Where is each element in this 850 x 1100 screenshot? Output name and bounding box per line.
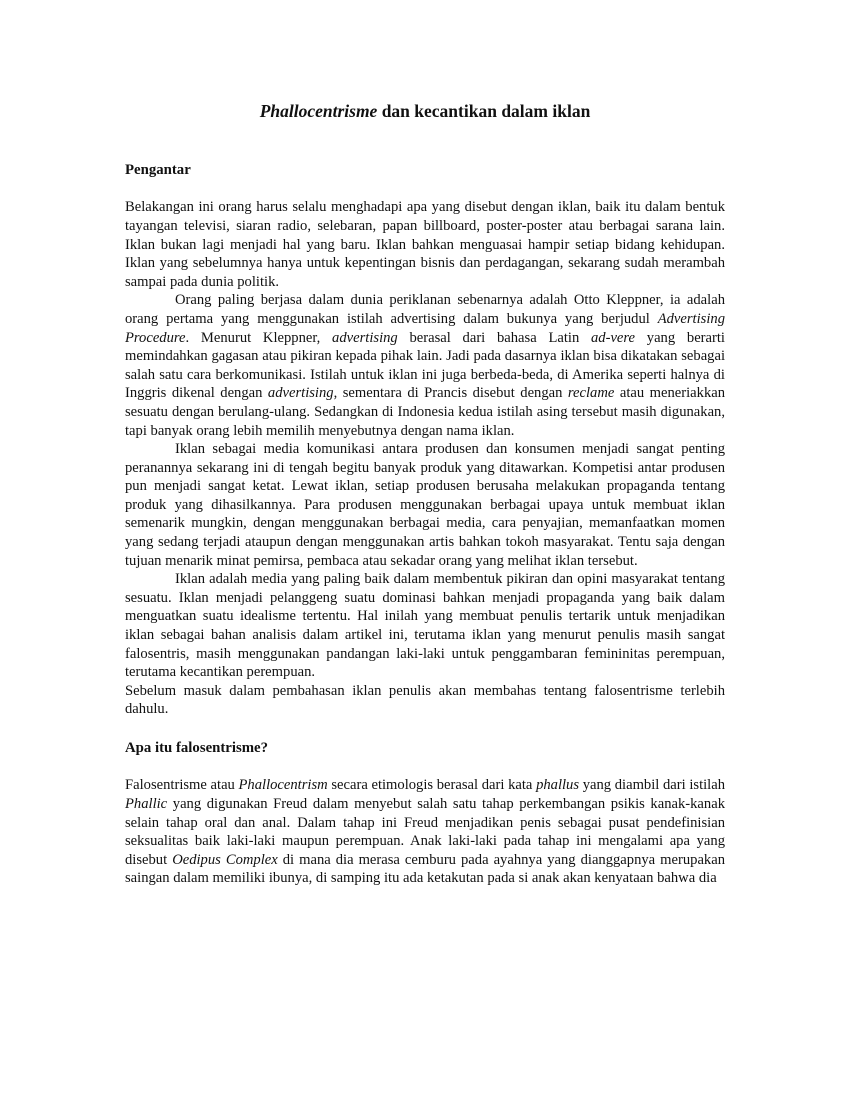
italic-text: phallus [536,777,580,794]
paragraph [125,291,725,440]
italic-text: Advertising Procedure [125,310,725,346]
italic-text: Oedipus Complex [172,851,278,868]
italic-text: Phallocentrism [238,777,328,794]
paragraph [125,682,725,719]
text-run: Falosentrisme atau [125,777,239,794]
italic-text: advertising [267,385,334,402]
text-run: yang diambil dari istilah [579,777,726,794]
text-run: . Menurut Kleppner, [185,329,333,346]
section-heading-pengantar: Pengantar [125,162,191,178]
paragraph [125,198,725,291]
text-run: Iklan sebagai media komunikasi antara produsen dan konsumen menjadi sangat penting peranannya sekarang ini di tengah begitu banyak produk yang ditawarkan. Kompetisi antar produsen pun menjadi sangat ketat. Lewat iklan, setiap produsen berusaha melakukan propaganda tentang produk yang dihasilkannya. Para produsen menggunakan berbagai upaya untuk membuat iklan semenarik mungkin, dengan menggunakan berbagai media, cara penyajian, memanfaatkan momen yang sedang terjadi ataupun dengan menggunakan artis bahkan tokoh masyarakat. Tentu saja dengan tujuan menarik minat pemirsa, pembaca atau sekadar orang yang melihat iklan tersebut. [125,441,725,569]
italic-text: Phallic [125,796,168,812]
document-title [0,100,850,122]
text-run: berasal dari bahasa Latin [397,329,591,346]
text-run: Orang paling berjasa dalam dunia periklanan sebenarnya adalah Otto Kleppner, ia adalah orang pertama yang menggunakan istilah advertising dalam bukunya yang berjudul [125,292,725,327]
section-heading-falosentrisme: Apa itu falosentrisme? [125,740,269,757]
paragraph [125,440,725,570]
text-run: di mana dia merasa cemburu pada ayahnya yang dianggapnya merupakan saingan dalam memiliki ibunya, di samping itu ada ketakutan pada si anak akan kenyataan bahwa dia [125,851,725,887]
document-body [125,161,725,888]
italic-text: advertising [332,329,398,346]
text-run: atau meneriakkan sesuatu dengan berulang-ulang. Sedangkan di Indonesia kedua istilah asing tersebut masih digunakan, tapi banyak orang lebih memilih menyebutnya dengan nama iklan. [125,385,726,439]
text-run: yang digunakan Freud dalam menyebut salah satu tahap perkembangan psikis kanak-kanak selain tahap oral dan anal. Dalam tahap ini Freud menjadikan penis sebagai pusat pendefinisian seksualitas baik laki-laki maupun perempuan. Anak laki-laki pada tahap ini mengalami apa yang disebut [125,796,725,868]
text-run: , sementara di Prancis disebut dengan [333,385,568,402]
italic-text: ad-vere [591,329,636,346]
text-run: yang berarti memindahkan gagasan atau pikiran kepada pihak lain. Jadi pada dasarnya iklan bisa dikatakan sebagai salah satu cara berkomunikasi. Istilah untuk iklan ini juga berbeda-beda, di Amerika seperti halnya di Inggris dikenal dengan [125,329,725,402]
title-rest: dan kecantikan dalam iklan [377,101,591,121]
italic-text: reclame [567,385,615,402]
text-run: Iklan adalah media yang paling baik dalam membentuk pikiran dan opini masyarakat tentang sesuatu. Iklan menjadi pelanggeng suatu dominasi bahkan menjadi propaganda yang baik dalam menguatkan suatu idealisme tertentu. Hal inilah yang membuat penulis tertarik untuk menjadikan iklan sebagai bahan analisis dalam artikel ini, terutama iklan yang menurut penulis masih sangat falosentris, masih menggunakan pandangan laki-laki untuk penggambaran femininitas perempuan, terutama kecantikan perempuan. [125,571,725,681]
text-run: Belakangan ini orang harus selalu menghadapi apa yang disebut dengan iklan, baik itu dalam bentuk tayangan televisi, siaran radio, selebaran, papan billboard, poster-poster atau berbagai sarana lain. Iklan bukan lagi menjadi hal yang baru. Iklan bahkan menguasai hampir setiap bidang kehidupan. Iklan yang sebelumnya hanya untuk kepentingan bisnis dan perdagangan, sekarang sudah merambah sampai pada dunia politik. [125,199,725,290]
text-run: secara etimologis berasal dari kata [327,777,537,794]
title-italic: Phallocentrisme [259,101,378,121]
text-run: Sebelum masuk dalam pembahasan iklan penulis akan membahas tentang falosentrisme terlebih dahulu. [125,682,725,718]
paragraph [125,570,725,682]
paragraph [125,776,725,888]
